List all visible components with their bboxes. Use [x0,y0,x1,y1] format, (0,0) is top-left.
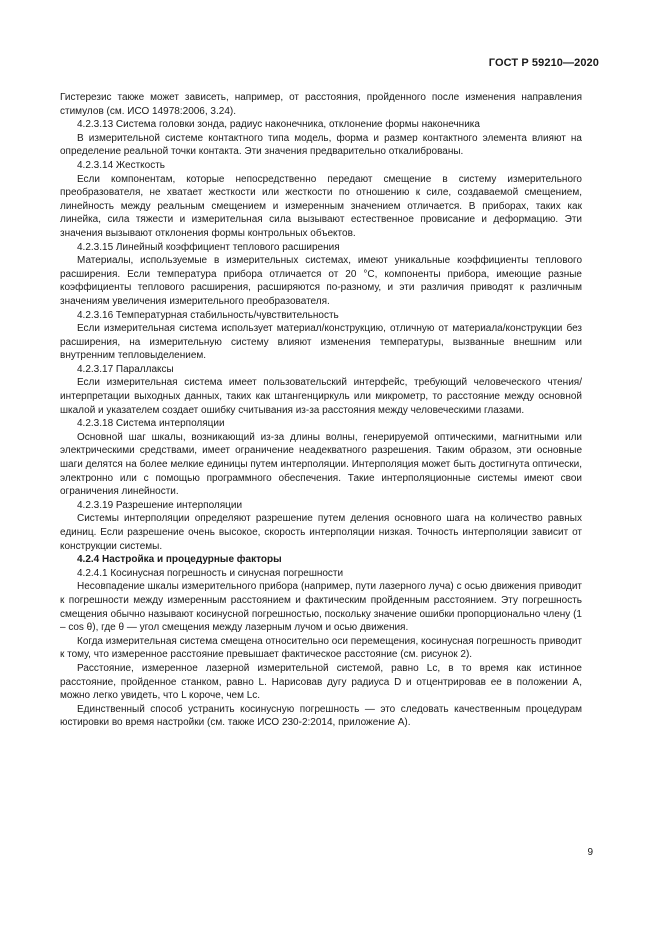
paragraph: 4.2.4.1 Косинусная погрешность и синусная погрешности [77,567,344,579]
paragraph: Если компонентам, которые непосредственно передают смещение в систему измерительного преобразователя, не хватает жесткости или жесткости по отношению к силе, создаваемой смещением, линейность между реальным смещением и измеренным значением отличается. В приборах, таких как линейка, сила тяжести и измерительная сила вызывают естественное провисание и деформацию. Эти значения вызывают отклонения формы контрольных объектов. [60,173,582,239]
paragraph: Гистерезис также может зависеть, например, от расстояния, пройденного после изменения направления стимулов (см. ИСО 14978:2006, 3.24). [60,92,582,117]
paragraph: 4.2.3.15 Линейный коэффициент теплового расширения [77,241,340,253]
paragraph: 4.2.4 Настройка и процедурные факторы [77,554,282,566]
paragraph: В измерительной системе контактного типа модель, форма и размер контактного элемента влияют на определение реальной точки контакта. Эти значения предварительно откалиброваны. [60,132,582,158]
paragraph: 4.2.3.13 Система головки зонда, радиус наконечника, отклонение формы наконечника [77,119,480,131]
paragraph: Если измерительная система имеет пользовательский интерфейс, требующий человеческого чтения/интерпретации выходных данных, таких как штангенциркуль или микрометр, то расстояние между основной шкалой и указателем создает ошибку считывания из-за расстояния между человеческими глазами. [60,377,582,416]
paragraph: 4.2.3.18 Система интерполяции [77,418,225,430]
paragraph: Расстояние, измеренное лазерной измерительной системой, равно Lс, в то время как истинное расстояние, пройденное станком, равно L. Нарисовав дугу радиуса D и отцентрировав ее в положении A, можно легко увидеть, что L короче, чем Lс. [60,662,582,702]
paragraph: 4.2.3.14 Жесткость [77,159,166,171]
paragraph: Несовпадение шкалы измерительного прибора (например, пути лазерного луча) с осью движения приводит к погрешности между измеренным расстоянием и фактическим пройденным расстоянием. Эту погрешность смещения обычно называют косинусной погрешностью, поскольку значение ошибки пропорционально члену (1 – cos θ), где θ — угол смещения между лазерным лучом и осью движения. [60,581,582,634]
paragraph: Системы интерполяции определяют разрешение путем деления основного шага на количество равных единиц. Если разрешение очень высокое, скорость интерполяции низкая. Точность интерполяции зависит от конструкции системы. [60,513,582,552]
document-header: ГОСТ Р 59210—2020 [488,57,599,69]
paragraph: 4.2.3.16 Температурная стабильность/чувствительность [77,309,339,321]
paragraph: 4.2.3.17 Параллаксы [77,363,174,375]
paragraph: Когда измерительная система смещена относительно оси перемещения, косинусная погрешность приводит к тому, что измеренное расстояние превышает фактическое расстояние (см. рисунок 2). [60,635,582,661]
page-number: 9 [587,847,593,858]
paragraph: Материалы, используемые в измерительных системах, имеют уникальные коэффициенты теплового расширения. Если температура прибора отличается от 20 °С, компоненты прибора, имеющие разные коэффициенты теплового расширения, расширяются по-разному, и эти различия приводят к различным значениям увеличения измерительного преобразователя. [60,255,582,307]
paragraph: Если измерительная система использует материал/конструкцию, отличную от материала/конструкции без расширения, на измерительную систему влияют изменения температуры, вызванные внешним или внутренним тепловыделением. [60,323,582,362]
paragraph: Основной шаг шкалы, возникающий из-за длины волны, генерируемой оптическими, магнитными или электрическими средствами, имеет ограничение неадекватного разрешения. Таким образом, эти основные шаги делятся на более мелкие единицы путем интерполяции. Интерполяция может быть достигнута оптически, электронно или с помощью программного обеспечения. Такие интерполяционные системы имеют свои ограничения линейности. [60,431,582,498]
document-body [60,91,582,730]
paragraph: Единственный способ устранить косинусную погрешность — это следовать качественным процедурам юстировки во время настройки (см. также ИСО 230-2:2014, приложение A). [60,703,582,729]
paragraph: 4.2.3.19 Разрешение интерполяции [77,499,243,511]
